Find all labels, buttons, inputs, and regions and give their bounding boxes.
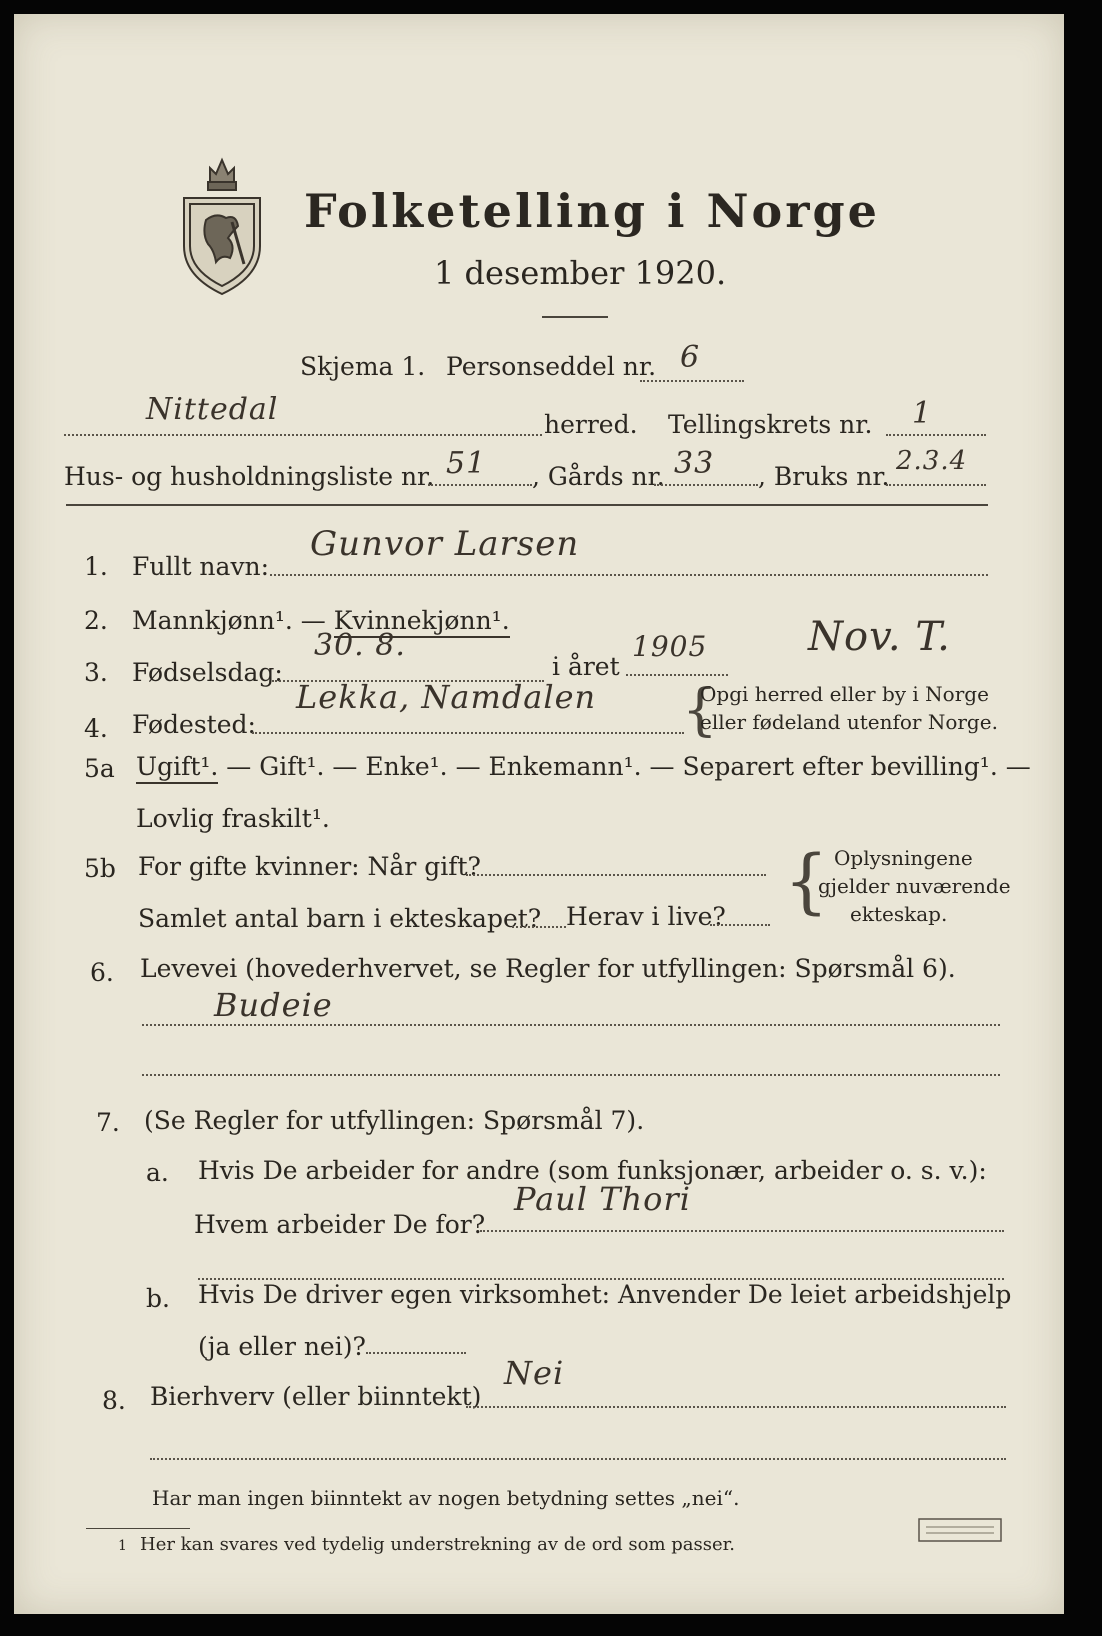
q5b-line-2 xyxy=(512,926,566,928)
q5a-options xyxy=(136,752,1031,781)
q6-line-1 xyxy=(142,1024,1000,1026)
q6-number: 6. xyxy=(90,958,114,987)
form-title: Folketelling i Norge xyxy=(304,184,880,238)
q7a-label: Hvis De arbeider for andre (som funksjonær, arbeider o. s. v.): xyxy=(198,1156,987,1185)
q3-year-value[interactable]: 1905 xyxy=(632,630,708,663)
printer-stamp-icon xyxy=(918,1518,1002,1542)
q8-line-2 xyxy=(150,1458,1006,1460)
q1-label: Fullt navn: xyxy=(132,552,270,581)
tellingskrets-label: Tellingskrets nr. xyxy=(668,410,873,439)
q6-label: Levevei (hovederhvervet, se Regler for utfyllingen: Spørsmål 6). xyxy=(140,954,956,983)
census-form-sheet xyxy=(14,14,1064,1614)
q7b-label: Hvis De driver egen virksomhet: Anvender De leiet arbeidshjelp xyxy=(198,1280,1012,1309)
q2-number: 2. xyxy=(84,606,108,635)
gards-line xyxy=(654,484,758,486)
q5a-lovlig-fraskilt[interactable]: Lovlig fraskilt¹. xyxy=(136,804,330,833)
q8-sideincome-value[interactable]: Nei xyxy=(504,1354,565,1392)
q5b-label-3: Herav i live? xyxy=(566,902,726,931)
footnote-number: 1 xyxy=(118,1538,127,1554)
q2-mannkjonn[interactable]: Mannkjønn¹. xyxy=(132,606,293,635)
q3-year-label: i året xyxy=(552,652,620,681)
q7-label: (Se Regler for utfyllingen: Spørsmål 7). xyxy=(144,1106,645,1135)
q5b-line xyxy=(466,874,766,876)
hus-label: Hus- og husholdningsliste nr. xyxy=(64,462,435,491)
q7a-label-2: Hvem arbeider De for? xyxy=(194,1210,486,1239)
q8-label: Bierhverv (eller biinntekt) xyxy=(150,1382,482,1411)
q8-number: 8. xyxy=(102,1386,126,1415)
q4-number: 4. xyxy=(84,714,108,743)
q4-hint-1: Opgi herred eller by i Norge xyxy=(700,682,989,706)
q5a-number: 5a xyxy=(84,754,115,783)
title-divider xyxy=(542,316,608,318)
q3-year-line xyxy=(626,674,728,676)
bruks-label: , Bruks nr. xyxy=(758,462,890,491)
norway-coat-of-arms-icon xyxy=(180,146,264,298)
footnote-text: Her kan svares ved tydelig understrekning av de ord som passer. xyxy=(140,1534,735,1555)
q7b-letter: b. xyxy=(146,1284,170,1313)
q4-brace: { xyxy=(682,678,718,743)
hus-line xyxy=(428,484,532,486)
q1-line xyxy=(270,574,988,576)
q5b-hint-2: gjelder nuværende xyxy=(818,874,1011,898)
q7b-line xyxy=(366,1352,466,1354)
gards-label: , Gårds nr. xyxy=(532,462,665,491)
q8-line xyxy=(466,1406,1006,1408)
q5a-other-options[interactable]: — Gift¹. — Enke¹. — Enkemann¹. — Separert efter bevilling¹. — xyxy=(218,752,1031,781)
header-rule xyxy=(66,504,988,506)
herred-line xyxy=(64,434,542,436)
q4-line xyxy=(252,732,684,734)
tellingskrets-value[interactable]: 1 xyxy=(912,396,933,431)
q3-annotation: Nov. T. xyxy=(808,614,951,660)
q3-label: Fødselsdag: xyxy=(132,658,283,687)
q5b-number: 5b xyxy=(84,854,116,883)
q5a-ugift-selected[interactable]: Ugift¹. xyxy=(136,752,218,784)
q3-number: 3. xyxy=(84,658,108,687)
skjema-label: Skjema 1. xyxy=(300,352,426,381)
hus-value[interactable]: 51 xyxy=(446,446,487,481)
q2-separator: — xyxy=(292,606,334,635)
q4-hint-2: eller fødeland utenfor Norge. xyxy=(700,710,998,734)
bruks-line xyxy=(886,484,986,486)
personseddel-line xyxy=(640,380,744,382)
bruks-value[interactable]: 2.3.4 xyxy=(896,446,968,476)
q4-label: Fødested: xyxy=(132,710,256,739)
q7a-employer-value[interactable]: Paul Thori xyxy=(514,1180,691,1218)
q5b-label: For gifte kvinner: Når gift? xyxy=(138,852,481,881)
q1-number: 1. xyxy=(84,552,108,581)
q7a-line xyxy=(480,1230,1004,1232)
q4-birthplace-value[interactable]: Lekka, Namdalen xyxy=(296,678,597,716)
nei-note: Har man ingen biinntekt av nogen betydning settes „nei“. xyxy=(152,1486,740,1510)
q6-occupation-value[interactable]: Budeie xyxy=(214,986,333,1024)
q5b-brace: { xyxy=(784,840,829,922)
personseddel-value[interactable]: 6 xyxy=(680,340,701,375)
tellingskrets-line xyxy=(886,434,986,436)
q6-line-2 xyxy=(142,1074,1000,1076)
footnote-rule xyxy=(86,1528,190,1529)
q5b-hint-3: ekteskap. xyxy=(850,902,948,926)
personseddel-label: Personseddel nr. xyxy=(446,352,657,381)
q2-kvinnekjonn-selected[interactable]: Kvinnekjønn¹. xyxy=(334,606,510,638)
q3-birthdate-value[interactable]: 30. 8. xyxy=(314,628,406,663)
q7-number: 7. xyxy=(96,1108,120,1137)
q7b-label-2: (ja eller nei)? xyxy=(198,1332,366,1361)
q5b-hint-1: Oplysningene xyxy=(834,846,973,870)
q5b-line-3 xyxy=(710,924,770,926)
form-subtitle: 1 desember 1920. xyxy=(434,254,727,292)
q5b-label-2: Samlet antal barn i ekteskapet? xyxy=(138,904,542,933)
herred-value[interactable]: Nittedal xyxy=(146,392,279,427)
q7a-letter: a. xyxy=(146,1158,169,1187)
q1-full-name-value[interactable]: Gunvor Larsen xyxy=(310,524,580,564)
herred-label: herred. xyxy=(544,410,638,439)
gards-value[interactable]: 33 xyxy=(674,446,715,481)
